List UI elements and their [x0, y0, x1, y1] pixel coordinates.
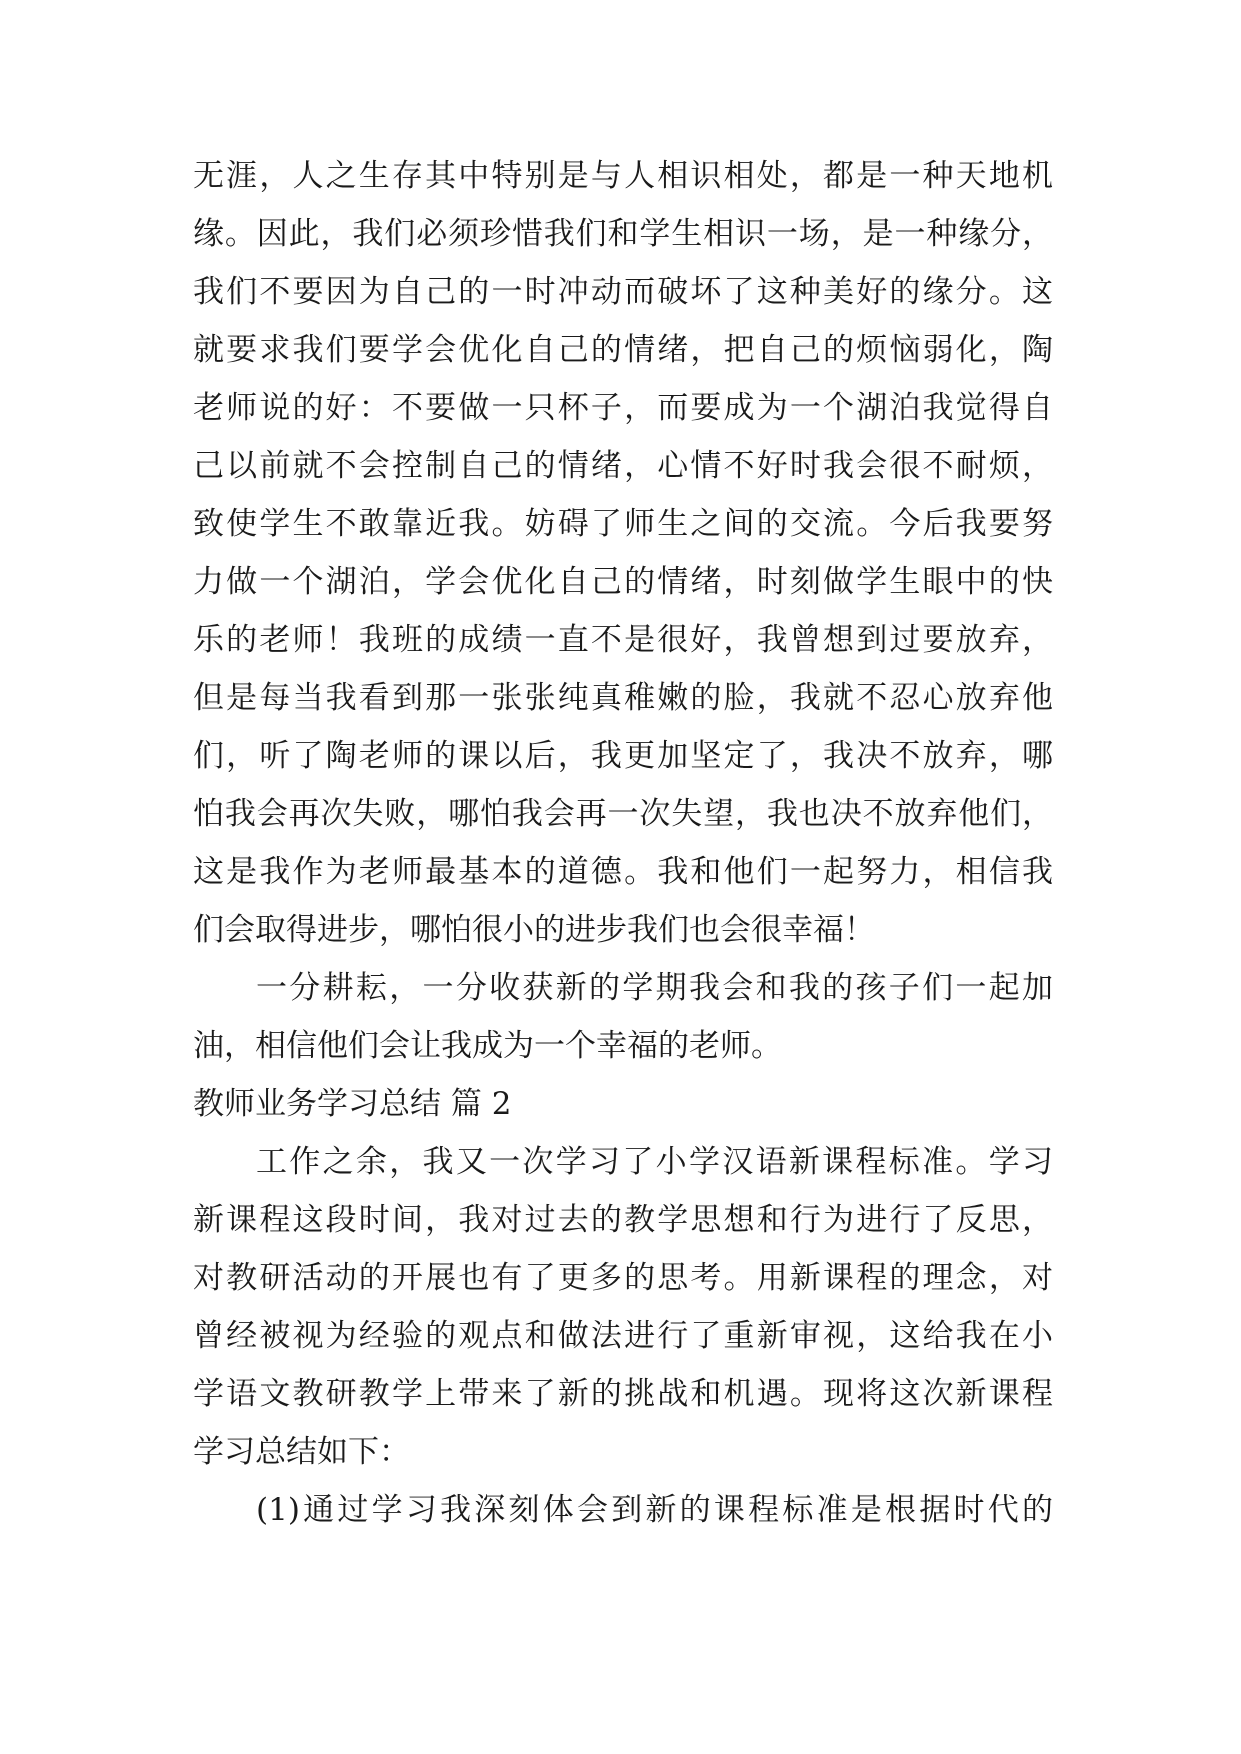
text-line: 就要求我们要学会优化自己的情绪，把自己的烦恼弱化，陶 — [193, 332, 1053, 368]
text-line: 我们不要因为自己的一时冲动而破坏了这种美好的缘分。这 — [193, 274, 1053, 310]
text-line: 己以前就不会控制自己的情绪，心情不好时我会很不耐烦， — [193, 448, 1053, 484]
text-line: 怕我会再次失败，哪怕我会再一次失望，我也决不放弃他们， — [193, 796, 1053, 832]
text-line: 对教研活动的开展也有了更多的思考。用新课程的理念，对 — [193, 1260, 1053, 1296]
text-line: 缘。因此，我们必须珍惜我们和学生相识一场，是一种缘分， — [193, 216, 1053, 252]
text-line: 乐的老师！我班的成绩一直不是很好，我曾想到过要放弃， — [193, 622, 1053, 658]
text-line: 致使学生不敢靠近我。妨碍了师生之间的交流。今后我要努 — [193, 506, 1053, 542]
paragraph-start-line: 工作之余，我又一次学习了小学汉语新课程标准。学习 — [256, 1144, 1053, 1180]
text-line: 这是我作为老师最基本的道德。我和他们一起努力，相信我 — [193, 854, 1053, 890]
text-line: 油，相信他们会让我成为一个幸福的老师。 — [193, 1028, 782, 1064]
text-line: 们，听了陶老师的课以后，我更加坚定了，我决不放弃，哪 — [193, 738, 1053, 774]
text-line: 们会取得进步，哪怕很小的进步我们也会很幸福！ — [193, 912, 875, 948]
text-line: 但是每当我看到那一张张纯真稚嫩的脸，我就不忍心放弃他 — [193, 680, 1053, 716]
text-line: 学习总结如下： — [193, 1434, 410, 1470]
text-line: 曾经被视为经验的观点和做法进行了重新审视，这给我在小 — [193, 1318, 1053, 1354]
text-line: 力做一个湖泊，学会优化自己的情绪，时刻做学生眼中的快 — [193, 564, 1053, 600]
text-line: 老师说的好：不要做一只杯子，而要成为一个湖泊我觉得自 — [193, 390, 1053, 426]
section-heading: 教师业务学习总结 篇 2 — [193, 1086, 512, 1122]
paragraph-start-line: (1)通过学习我深刻体会到新的课程标准是根据时代的 — [256, 1492, 1053, 1528]
text-line: 新课程这段时间，我对过去的教学思想和行为进行了反思， — [193, 1202, 1053, 1238]
paragraph-start-line: 一分耕耘，一分收获新的学期我会和我的孩子们一起加 — [256, 970, 1053, 1006]
text-line: 学语文教研教学上带来了新的挑战和机遇。现将这次新课程 — [193, 1376, 1053, 1412]
text-line: 无涯，人之生存其中特别是与人相识相处，都是一种天地机 — [193, 158, 1053, 194]
